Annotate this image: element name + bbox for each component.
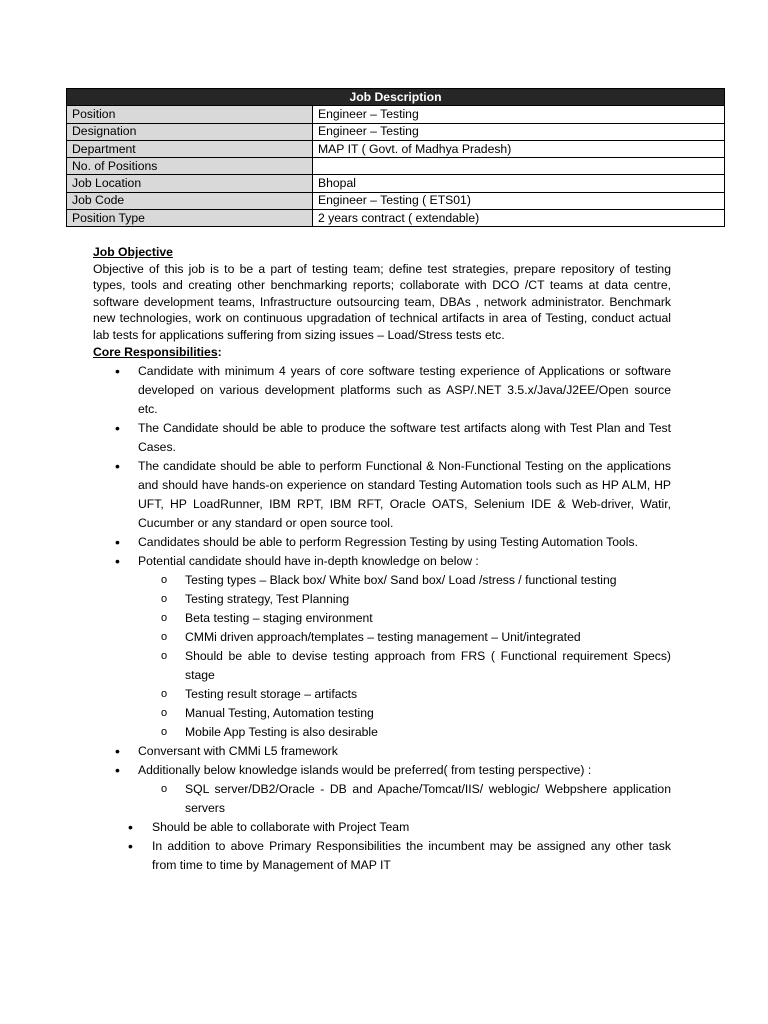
row-value: [313, 158, 725, 175]
table-header-row: [67, 89, 725, 106]
bullet-icon: •: [115, 553, 120, 570]
list-item: [93, 552, 671, 742]
table-row: [67, 158, 725, 175]
bullet-icon: •: [115, 420, 120, 437]
sublist-item: [93, 590, 671, 609]
bullet-icon: •: [115, 534, 120, 551]
circle-bullet-icon: o: [161, 707, 168, 720]
sublist-item-text: Mobile App Testing is also desirable: [185, 725, 378, 740]
bullet-icon: •: [115, 743, 120, 760]
sublist-item-text: Manual Testing, Automation testing: [185, 706, 374, 721]
list-item-text: Potential candidate should have in-depth knowledge on below :: [138, 554, 479, 569]
sublist-item: [93, 723, 671, 742]
row-label: Job Location: [67, 175, 313, 192]
row-label: Department: [67, 140, 313, 157]
bullet-icon: •: [115, 458, 120, 475]
bullet-icon: •: [115, 363, 120, 380]
table-row: [67, 175, 725, 192]
list-item-text: Candidates should be able to perform Regression Testing by using Testing Automation Tools.: [138, 535, 638, 550]
row-value: 2 years contract ( extendable): [313, 210, 725, 227]
list-item: [93, 419, 671, 457]
table-row: [67, 106, 725, 123]
responsibilities-list: [93, 362, 671, 875]
job-objective-heading: Job Objective: [93, 245, 173, 259]
sublist-item-text: Testing types – Black box/ White box/ Sand box/ Load /stress / functional testing: [185, 573, 617, 588]
circle-bullet-icon: o: [161, 650, 168, 663]
list-item: [93, 818, 671, 837]
additional-sublist: [93, 780, 671, 818]
row-label: Position Type: [67, 210, 313, 227]
sublist-item: [93, 780, 671, 818]
job-objective-text: Objective of this job is to be a part of testing team; define test strategies, prepare repository of testing types, tools and creating other benchmarking reports; collaborate with DCO /CT teams at data centre, software development teams, Infrastructure outsourcing team, DBAs , network administrator. Benchmark new technologies, work on continuous upgradation of technical artifacts in area of Testing, conduct actual lab tests for applications suffering from sizing issues – Load/Stress tests etc.: [93, 261, 671, 342]
sublist-item: [93, 628, 671, 647]
row-value: Bhopal: [313, 175, 725, 192]
row-label: Job Code: [67, 192, 313, 209]
list-item-text: Should be able to collaborate with Project Team: [152, 820, 410, 835]
table-title: Job Description: [67, 89, 725, 106]
list-item: [93, 742, 671, 761]
table-row: [67, 210, 725, 227]
list-item: [93, 761, 671, 818]
core-responsibilities-heading-line: [93, 344, 671, 361]
list-item: [93, 533, 671, 552]
circle-bullet-icon: o: [161, 783, 168, 796]
sublist-item-text: CMMi driven approach/templates – testing management – Unit/integrated: [185, 630, 581, 645]
list-item-text: Candidate with minimum 4 years of core software testing experience of Applications or software developed on various development platforms such as ASP/.NET 3.5.x/Java/J2EE/Open source etc.: [138, 364, 671, 417]
row-label: Position: [67, 106, 313, 123]
job-description-table: [66, 88, 725, 227]
bullet-icon: •: [115, 762, 120, 779]
sublist-item: [93, 609, 671, 628]
sublist-item: [93, 647, 671, 685]
knowledge-sublist: [93, 571, 671, 742]
table-row: [67, 192, 725, 209]
list-item-text: Conversant with CMMi L5 framework: [138, 744, 338, 759]
row-value: MAP IT ( Govt. of Madhya Pradesh): [313, 140, 725, 157]
sublist-item: [93, 685, 671, 704]
list-item: [93, 362, 671, 419]
list-item-text: The Candidate should be able to produce the software test artifacts along with Test Plan and Test Cases.: [138, 421, 671, 455]
sublist-item-text: Testing strategy, Test Planning: [185, 592, 350, 607]
row-label: No. of Positions: [67, 158, 313, 175]
list-item-text: The candidate should be able to perform Functional & Non-Functional Testing on the applications and should have hands-on experience on standard Testing Automation tools such as HP ALM, HP UFT, HP LoadRunner, IBM RPT, IBM RFT, Oracle OATS, Selenium IDE & Web-driver, Watir, Cucumber or any standard or open source tool.: [138, 459, 671, 531]
list-item: [93, 457, 671, 533]
list-item-text: In addition to above Primary Responsibilities the incumbent may be assigned any other task from time to time by Management of MAP IT: [152, 839, 671, 873]
row-label: Designation: [67, 123, 313, 140]
circle-bullet-icon: o: [161, 688, 168, 701]
sublist-item-text: Testing result storage – artifacts: [185, 687, 358, 702]
list-item: [93, 837, 671, 875]
list-item-text: Additionally below knowledge islands would be preferred( from testing perspective) :: [138, 763, 592, 778]
circle-bullet-icon: o: [161, 593, 168, 606]
heading-colon: :: [217, 344, 222, 359]
circle-bullet-icon: o: [161, 631, 168, 644]
sublist-item: [93, 704, 671, 723]
table-row: [67, 123, 725, 140]
bullet-icon: •: [128, 838, 133, 855]
core-responsibilities-heading: Core Responsibilities: [93, 344, 218, 359]
row-value: Engineer – Testing: [313, 123, 725, 140]
table-row: [67, 140, 725, 157]
sublist-item-text: SQL server/DB2/Oracle - DB and Apache/Tomcat/IIS/ weblogic/ Webpshere application servers: [185, 782, 671, 816]
bullet-icon: •: [128, 819, 133, 836]
row-value: Engineer – Testing: [313, 106, 725, 123]
circle-bullet-icon: o: [161, 574, 168, 587]
document-body: [93, 244, 671, 875]
sublist-item: [93, 571, 671, 590]
circle-bullet-icon: o: [161, 612, 168, 625]
row-value: Engineer – Testing ( ETS01): [313, 192, 725, 209]
circle-bullet-icon: o: [161, 726, 168, 739]
sublist-item-text: Beta testing – staging environment: [185, 611, 373, 626]
sublist-item-text: Should be able to devise testing approach from FRS ( Functional requirement Specs) stage: [185, 649, 671, 683]
